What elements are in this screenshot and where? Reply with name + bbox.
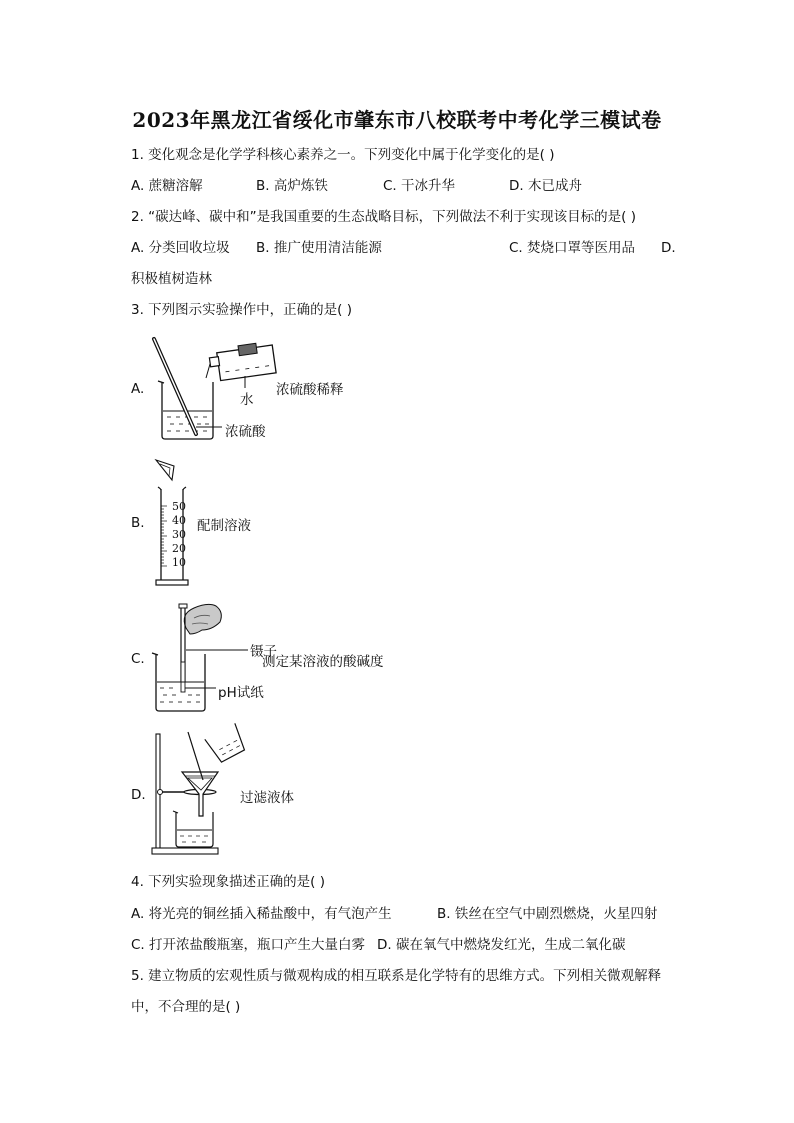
- cylinder-tick-marks: [161, 506, 167, 566]
- label-ph-measurement: 测定某溶液的酸碱度: [262, 654, 384, 670]
- label-concentrated-acid: 浓硫酸: [225, 424, 266, 440]
- question-2-stem: 2. “碳达峰、碳中和”是我国重要的生态战略目标，下列做法不利于实现该目标的是( ): [131, 209, 636, 225]
- beaker-lip: [158, 381, 164, 383]
- question-2-option-a: A. 分类回收垃圾: [131, 240, 230, 256]
- label-acid-dilution: 浓硫酸稀释: [276, 382, 344, 398]
- cylinder-base: [156, 580, 188, 585]
- question-4-option-a: A. 将光亮的铜丝插入稀盐酸中，有气泡产生: [131, 906, 392, 922]
- question-3-option-d: D.: [131, 787, 146, 803]
- question-5-stem: 5. 建立物质的宏观性质与微观构成的相互联系是化学特有的思维方式。下列相关微观解释: [131, 968, 662, 984]
- question-5-continuation: 中，不合理的是( ): [131, 999, 241, 1015]
- question-3-option-a: A.: [131, 381, 145, 397]
- label-filtration: 过滤液体: [240, 790, 294, 806]
- hand: [184, 604, 221, 634]
- tick-label-40: 40: [172, 514, 186, 527]
- label-tweezers: 镊子: [250, 644, 277, 660]
- question-1-option-c: C. 干冰升华: [383, 178, 456, 194]
- question-2-option-c: C. 焚烧口罩等医用品: [509, 240, 636, 256]
- weighing-paper: [156, 460, 174, 480]
- ph-paper: [181, 662, 185, 692]
- figure-filtration: [148, 730, 248, 858]
- question-4-option-c: C. 打开浓盐酸瓶塞，瓶口产生大量白雾: [131, 937, 366, 953]
- page-title: 2023年黑龙江省绥化市肇东市八校联考中考化学三模试卷: [132, 108, 662, 132]
- pouring-beaker: [205, 723, 248, 764]
- tick-label-20: 20: [172, 542, 186, 555]
- tick-label-30: 30: [172, 528, 186, 541]
- question-1-option-b: B. 高炉炼铁: [256, 178, 328, 194]
- label-ph-paper: pH试纸: [218, 685, 264, 701]
- question-3-option-b: B.: [131, 515, 145, 531]
- label-prepare-solution: 配制溶液: [197, 518, 251, 534]
- question-2-option-d: D.: [661, 240, 676, 256]
- question-3-option-c: C.: [131, 651, 145, 667]
- question-1-option-d: D. 木已成舟: [509, 178, 582, 194]
- tick-label-50: 50: [172, 500, 186, 513]
- question-4-option-d: D. 碳在氧气中燃烧发红光，生成二氧化碳: [377, 937, 626, 953]
- question-1-option-a: A. 蔗糖溶解: [131, 178, 203, 194]
- question-2-option-b: B. 推广使用清洁能源: [256, 240, 382, 256]
- cylinder-tick-labels: [172, 500, 186, 570]
- label-water: 水: [240, 392, 254, 408]
- question-1-stem: 1. 变化观念是化学学科核心素养之一。下列变化中属于化学变化的是( ): [131, 147, 555, 163]
- pour-stream: [206, 364, 210, 378]
- stand-base: [152, 848, 218, 854]
- question-4-option-b: B. 铁丝在空气中剧烈燃烧，火星四射: [437, 906, 658, 922]
- pouring-bottle: [208, 341, 276, 382]
- question-4-stem: 4. 下列实验现象描述正确的是( ): [131, 874, 325, 890]
- question-2-continuation: 积极植树造林: [131, 271, 212, 287]
- tick-label-10: 10: [172, 556, 186, 569]
- question-3-stem: 3. 下列图示实验操作中，正确的是( ): [131, 302, 352, 318]
